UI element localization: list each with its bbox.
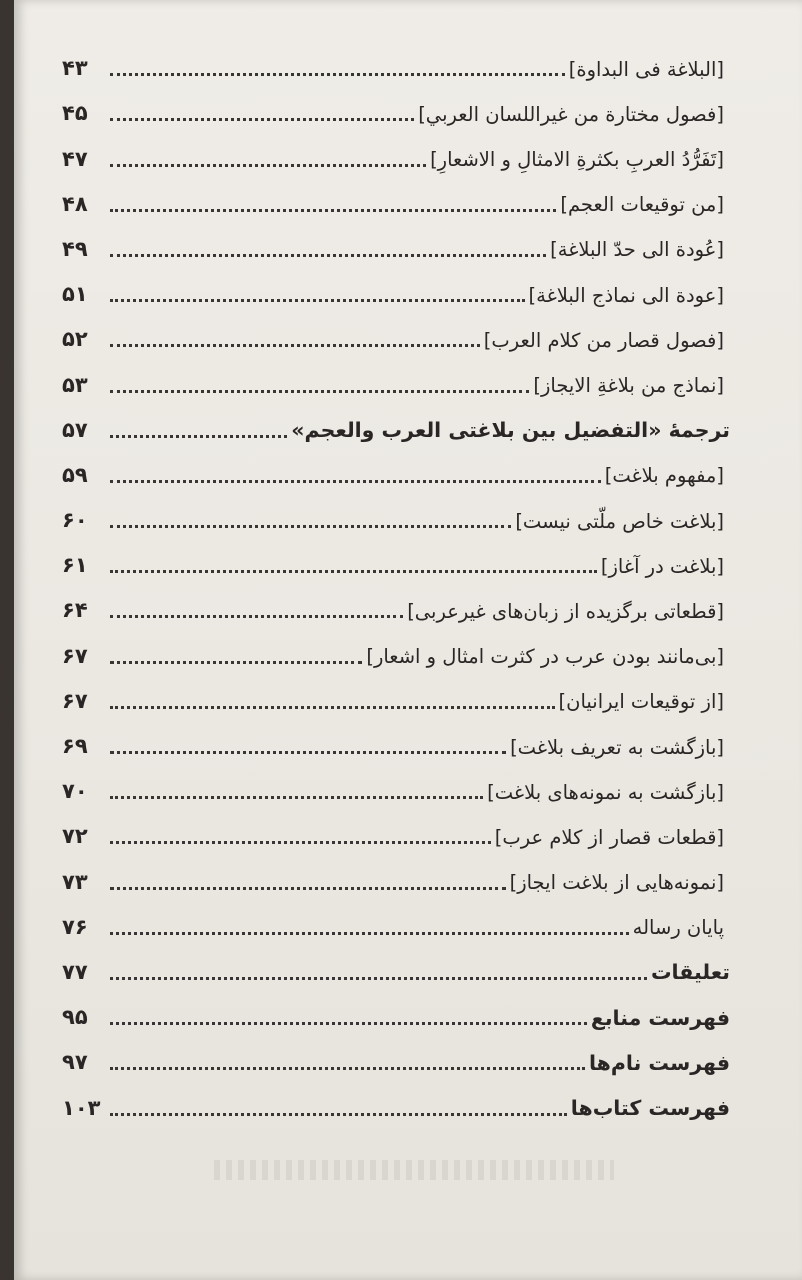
toc-entry-title: فهرست نام‌ها (588, 1050, 730, 1075)
toc-entry-title: [مفهوم بلاغت] (604, 464, 724, 488)
toc-entry-title: [بازگشت به تعریف بلاغت] (510, 735, 724, 759)
toc-entry-title: [عُودة الى حدّ البلاغة] (550, 238, 724, 262)
toc-entry-title: [بی‌مانند بودن عرب در کثرت امثال و اشعار] (366, 645, 724, 669)
toc-entry (62, 584, 730, 629)
toc-entry (62, 404, 730, 449)
bleed-through-text (214, 1160, 614, 1180)
toc-entry-page-number: ۴۳ (62, 56, 88, 81)
toc-entry-page-number: ۶۷ (62, 688, 88, 713)
toc-entry-page-number: ۱۰۳ (62, 1095, 101, 1120)
toc-entry-title: [فصول مختارة من غيراللسان العربي] (418, 102, 724, 126)
dot-leader (110, 525, 511, 528)
toc-entry-page-number: ۷۶ (62, 914, 88, 939)
toc-entry-title: [نمونه‌هایی از بلاغت ایجاز] (509, 871, 724, 895)
toc-entry (62, 1081, 730, 1126)
toc-entry (62, 991, 730, 1036)
dot-leader (110, 344, 480, 347)
toc-entry-page-number: ۶۹ (62, 734, 88, 758)
toc-entry-title: [قطعاتی برگزیده از زبان‌های غیرعربی] (407, 599, 724, 623)
toc-entry (62, 765, 730, 810)
toc-entry-page-number: ۶۷ (62, 643, 88, 668)
toc-entry-title: [عودة الى نماذج البلاغة] (528, 283, 724, 307)
toc-entry (62, 855, 730, 900)
dot-leader (110, 977, 647, 980)
dot-leader (110, 435, 287, 438)
toc-entry-page-number: ۶۴ (62, 598, 88, 623)
toc-entry-page-number: ۴۷ (62, 146, 88, 171)
toc-entry (62, 132, 730, 177)
dot-leader (110, 751, 506, 754)
book-page (14, 0, 802, 1280)
toc-entry-page-number: ۴۸ (62, 191, 88, 216)
dot-leader (110, 570, 597, 573)
toc-entry-page-number: ۷۲ (62, 824, 88, 849)
toc-entry (62, 629, 730, 674)
toc-entry (62, 178, 730, 223)
dot-leader (110, 932, 629, 935)
toc-entry (62, 268, 730, 313)
dot-leader (110, 1067, 585, 1070)
toc-entry-title: [قطعات قصار از کلام عرب] (494, 825, 724, 849)
dot-leader (110, 164, 426, 167)
toc-entry (62, 539, 730, 584)
dot-leader (110, 299, 525, 302)
toc-entry (62, 810, 730, 855)
toc-entry-title: [البلاغة فی البداوة] (568, 57, 724, 81)
toc-entry-title: [بازگشت به نمونه‌های بلاغت] (487, 780, 724, 804)
toc-entry-page-number: ۵۷ (62, 417, 88, 442)
dot-leader (110, 661, 362, 664)
toc-entry-page-number: ۶۰ (62, 508, 88, 533)
toc-entry (62, 720, 730, 765)
toc-entry-title: پایان رساله (632, 916, 724, 940)
dot-leader (110, 480, 601, 483)
dot-leader (110, 1022, 587, 1025)
toc-entry-title: [از توقیعات ایرانیان] (558, 690, 724, 714)
table-of-contents (62, 42, 730, 1127)
toc-entry (62, 87, 730, 132)
toc-entry (62, 494, 730, 539)
toc-entry-title: [فصول قصار من كلام العرب] (483, 328, 724, 352)
toc-entry-page-number: ۹۷ (62, 1050, 88, 1075)
toc-entry-page-number: ۴۹ (62, 236, 88, 261)
toc-entry-page-number: ۷۰ (62, 779, 88, 804)
toc-entry-title: فهرست منابع (590, 1005, 730, 1030)
toc-entry-page-number: ۷۳ (62, 869, 88, 894)
toc-entry-page-number: ۴۵ (62, 101, 88, 126)
toc-entry-page-number: ۷۷ (62, 959, 88, 984)
toc-entry (62, 42, 730, 87)
toc-entry-page-number: ۵۱ (62, 282, 88, 307)
toc-entry (62, 313, 730, 358)
dot-leader (110, 841, 491, 844)
toc-entry-title: تعلیقات (650, 960, 730, 985)
toc-entry-title: فهرست کتاب‌ها (570, 1096, 730, 1120)
dot-leader (110, 254, 546, 257)
dot-leader (110, 73, 565, 76)
toc-entry (62, 1036, 730, 1081)
dot-leader (110, 1113, 567, 1116)
toc-entry-page-number: ۵۹ (62, 462, 88, 487)
toc-entry-title: [بلاغت خاص ملّتی نیست] (515, 509, 724, 533)
toc-entry-page-number: ۶۱ (62, 553, 88, 578)
toc-entry-title: [بلاغت در آغاز] (600, 554, 724, 578)
dot-leader (110, 615, 403, 618)
toc-entry-title: ترجمهٔ «التفضيل بين بلاغتى العرب والعجم» (291, 418, 730, 443)
toc-entry-title: [نماذج من بلاغةِ الايجاز] (533, 374, 724, 397)
dot-leader (110, 209, 556, 212)
dot-leader (110, 887, 506, 890)
dot-leader (110, 118, 414, 121)
toc-entry-page-number: ۵۲ (62, 327, 88, 352)
dot-leader (110, 390, 529, 393)
toc-entry (62, 946, 730, 991)
toc-entry-title: [تَفَرُّدُ العربِ بكثرةِ الامثالِ و الاشعارِ] (430, 148, 724, 172)
toc-entry (62, 223, 730, 268)
toc-entry (62, 449, 730, 494)
toc-entry-page-number: ۵۳ (62, 372, 88, 397)
toc-entry (62, 675, 730, 720)
dot-leader (110, 796, 483, 799)
toc-entry-title: [من توقيعات العجم] (560, 193, 724, 217)
toc-entry (62, 901, 730, 946)
toc-entry (62, 358, 730, 403)
dot-leader (110, 706, 555, 709)
toc-entry-page-number: ۹۵ (62, 1005, 88, 1030)
